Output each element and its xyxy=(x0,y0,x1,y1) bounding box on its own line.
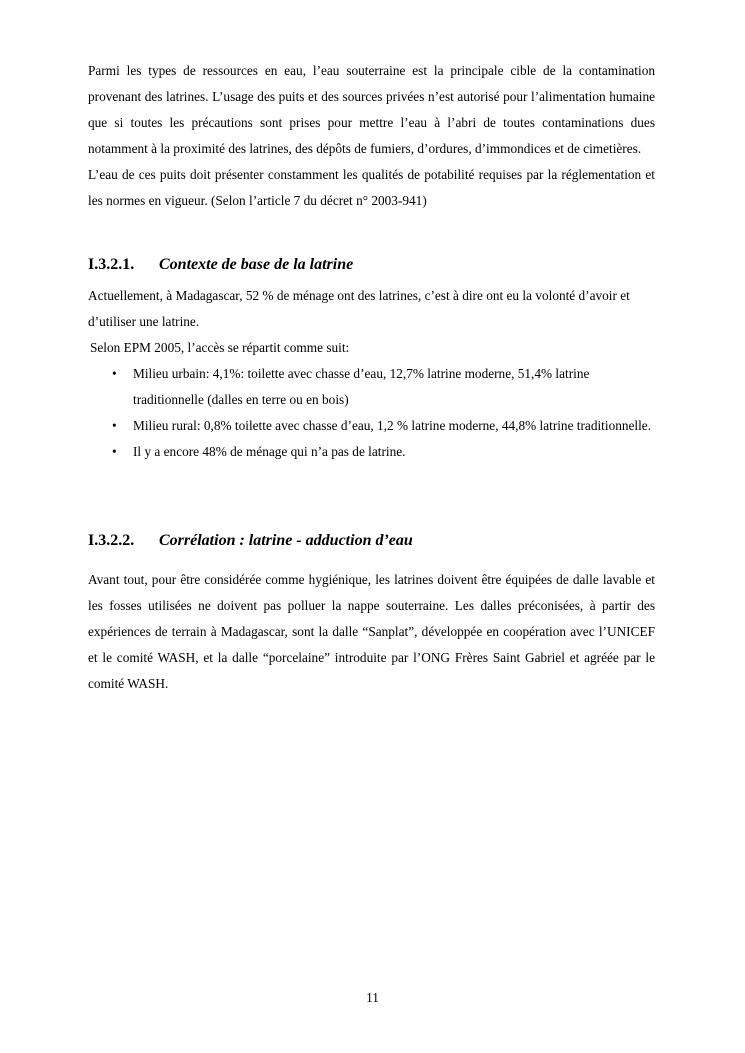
section-title: Corrélation : latrine - adduction d’eau xyxy=(159,532,413,549)
section-2-body xyxy=(88,567,655,697)
list-item: • Il y a encore 48% de ménage qui n’a pas de latrine. xyxy=(88,439,655,465)
intro-block xyxy=(88,58,655,214)
page-number: 11 xyxy=(366,990,379,1005)
section-title: Contexte de base de la latrine xyxy=(159,256,354,273)
bullet-icon: • xyxy=(112,366,117,381)
section-heading-2 xyxy=(88,532,413,550)
section-1-paragraph-1: Actuellement, à Madagascar, 52 % de ménage ont des latrines, c’est à dire ont eu la volonté d’avoir et d’utiliser une latrine. xyxy=(88,288,630,329)
section-number: I.3.2.1. xyxy=(88,256,135,273)
section-2-paragraph-1: Avant tout, pour être considérée comme hygiénique, les latrines doivent être équipées de dalle lavable et les fosses utilisées ne doivent pas polluer la nappe souterraine. Les dalles préconisées, à partir des expériences de terrain à Madagascar, sont la dalle “Sanplat”, développée en coopération avec l’UNICEF et le comité WASH, et la dalle “porcelaine” introduite par l’ONG Frères Saint Gabriel et agréée par le comité WASH. xyxy=(88,572,655,691)
section-1-paragraph-2: Selon EPM 2005, l’accès se répartit comme suit: xyxy=(90,340,350,355)
list-item: • Milieu urbain: 4,1%: toilette avec chasse d’eau, 12,7% latrine moderne, 51,4% latrine traditionnelle (dalles en terre ou en bois) xyxy=(88,361,655,413)
intro-paragraph-1: Parmi les types de ressources en eau, l’eau souterraine est la principale cible de la contamination provenant des latrines. L’usage des puits et des sources privées n’est autorisé pour l’alimentation humaine que si toutes les précautions sont prises pour mettre l’eau à l’abri de toutes contaminations dues notamment à la proximité des latrines, des dépôts de fumiers, d’ordures, d’immondices et de cimetières. xyxy=(88,63,655,156)
section-1-body xyxy=(88,283,655,465)
list-item: • Milieu rural: 0,8% toilette avec chasse d’eau, 1,2 % latrine moderne, 44,8% latrine traditionnelle. xyxy=(88,413,655,439)
access-list xyxy=(88,361,655,465)
bullet-icon: • xyxy=(112,444,117,459)
section-number: I.3.2.2. xyxy=(88,532,135,549)
section-heading-1 xyxy=(88,256,353,274)
bullet-icon: • xyxy=(112,418,117,433)
intro-paragraph-2: L’eau de ces puits doit présenter constamment les qualités de potabilité requises par la réglementation et les normes en vigueur. (Selon l’article 7 du décret n° 2003-941) xyxy=(88,167,655,208)
